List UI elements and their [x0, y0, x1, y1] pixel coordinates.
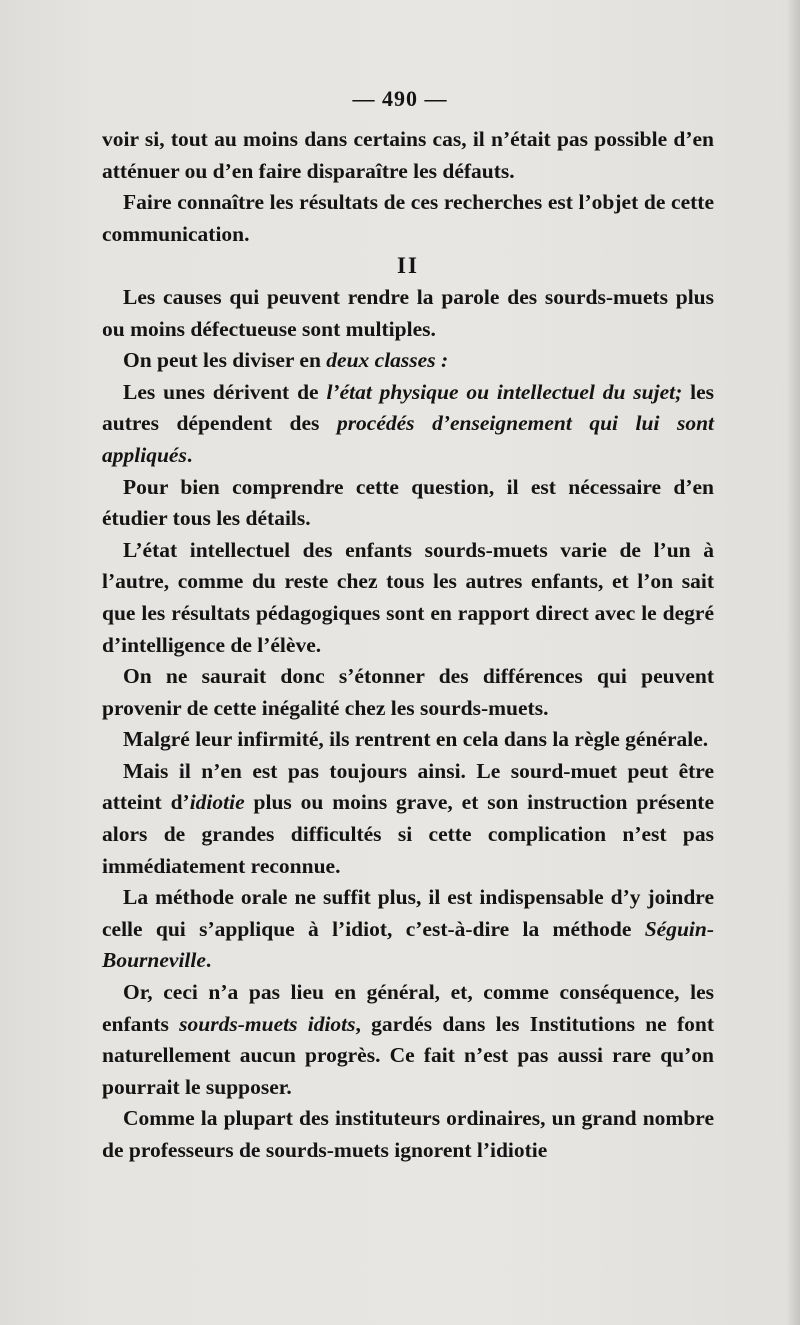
paragraph: L’état intellectuel des enfants sourds-muets varie de l’un à l’autre, comme du reste chez tous les autres enfants, et l’on sait que les résultats pédagogiques sont en rapport direct avec le degré d’intelligence de l’élève.: [102, 537, 714, 657]
paragraph: On ne saurait donc s’étonner des différences qui peuvent provenir de cette inégalité chez les sourds-muets.: [102, 664, 714, 720]
body-text: [102, 124, 714, 1167]
emphasis: idiotie: [189, 790, 245, 815]
emphasis: l’état physique ou intellectuel du sujet;: [326, 379, 683, 404]
paragraph: La méthode orale ne suffit plus, il est indispensable d’y joindre celle qui s’applique à l’idiot, c’est-à-dire la méthode Séguin-Bourneville.: [102, 885, 714, 973]
emphasis: procédés d’enseignement qui lui sont appliqués: [102, 411, 715, 467]
emphasis: deux classes :: [326, 348, 449, 373]
paragraph: Or, ceci n’a pas lieu en général, et, comme conséquence, les enfants sourds-muets idiots, gardés dans les Institutions ne font naturellement aucun progrès. Ce fait n’est pas aussi rare qu’on pourrait le supposer.: [102, 980, 714, 1099]
paragraph: Comme la plupart des instituteurs ordinaires, un grand nombre de professeurs de sourds-muets ignorent l’idiotie: [102, 1106, 714, 1162]
paragraph-continuation: voir si, tout au moins dans certains cas, il n’était pas possible d’en atténuer ou d’en faire disparaître les défauts.: [102, 127, 714, 183]
paragraph: Malgré leur infirmité, ils rentrent en cela dans la règle générale.: [123, 727, 709, 752]
emphasis: Séguin-Bourneville: [102, 916, 714, 973]
paragraph: Les causes qui peuvent rendre la parole des sourds-muets plus ou moins défectueuse sont multiples.: [102, 284, 714, 341]
paragraph: Pour bien comprendre cette question, il est nécessaire d’en étudier tous les détails.: [102, 474, 714, 531]
paragraph: Faire connaître les résultats de ces recherches est l’objet de cette communication.: [102, 190, 714, 246]
paragraph: On peut les diviser en deux classes :: [123, 348, 449, 373]
emphasis: sourds-muets idiots: [179, 1011, 356, 1036]
paragraph: Les unes dérivent de l’état physique ou intellectuel du sujet; les autres dépendent des procédés d’enseignement qui lui sont appliqués.: [102, 379, 715, 467]
page-number: — 490 —: [352, 86, 448, 111]
section-heading: II: [397, 253, 419, 279]
page-edge-shadow: [786, 0, 800, 1325]
paragraph: Mais il n’en est pas toujours ainsi. Le sourd-muet peut être atteint d’idiotie plus ou moins grave, et son instruction présente alors de grandes difficultés si cette complication n’est pas immédiatement reconnue.: [102, 758, 714, 878]
